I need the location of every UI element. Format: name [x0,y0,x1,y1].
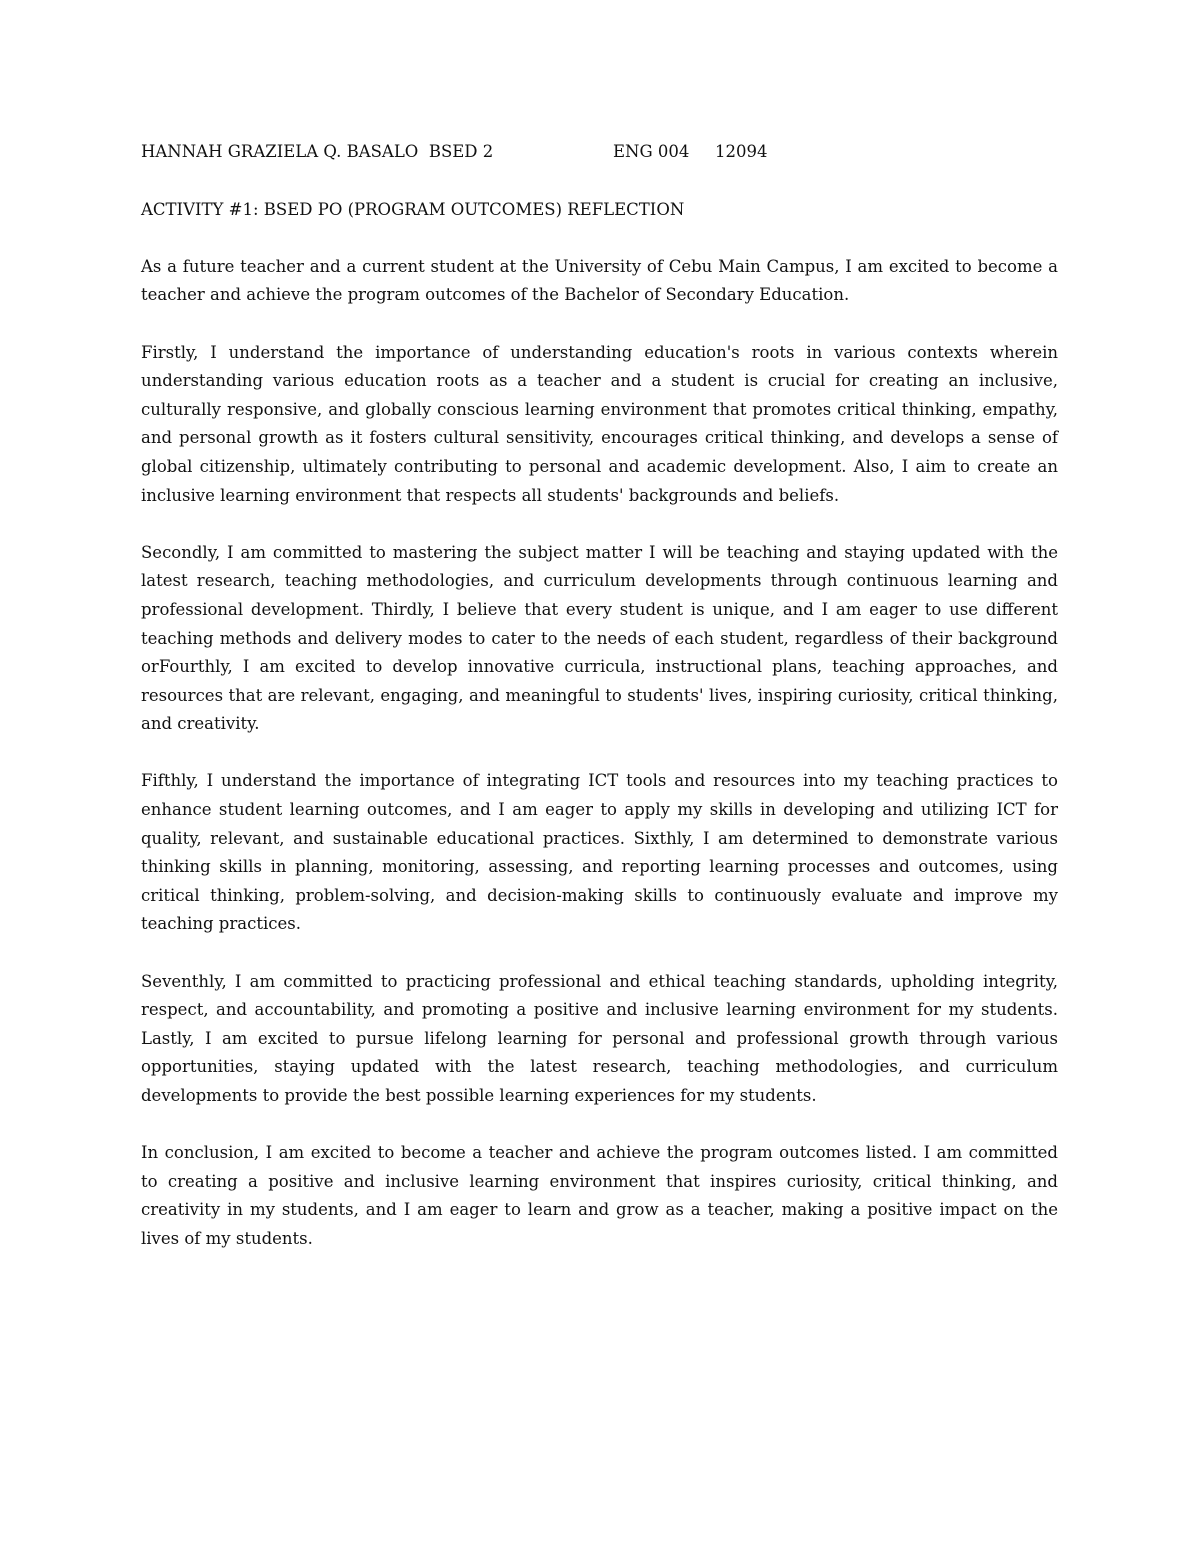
paragraph-fifthly: Fifthly, I understand the importance of integrating ICT tools and resources into my teaching practices to enhance student learning outcomes, and I am eager to apply my skills in developing and utilizing ICT for quality, relevant, and sustainable educational practices. Sixthly, I am determined to demonstrate various thinking skills in planning, monitoring, assessing, and reporting learning processes and outcomes, using critical thinking, problem-solving, and decision-making skills to continuously evaluate and improve my teaching practices. [141,771,1058,934]
student-name-program: HANNAH GRAZIELA Q. BASALO BSED 2 [141,142,494,161]
document-body [141,138,1058,1254]
paragraph-intro: As a future teacher and a current student at the University of Cebu Main Campus, I am excited to become a teacher and achieve the program outcomes of the Bachelor of Secondary Education. [141,256,1058,305]
paragraph-secondly: Secondly, I am committed to mastering the subject matter I will be teaching and staying updated with the latest research, teaching methodologies, and curriculum developments through continuous learning and professional development. Thirdly, I believe that every student is unique, and I am eager to use different teaching methods and delivery modes to cater to the needs of each student, regardless of their background orFourthly, I am excited to develop innovative curricula, instructional plans, teaching approaches, and resources that are relevant, engaging, and meaningful to students' lives, inspiring curiosity, critical thinking, and creativity. [141,542,1058,734]
paragraph-conclusion: In conclusion, I am excited to become a teacher and achieve the program outcomes listed. I am committed to creating a positive and inclusive learning environment that inspires curiosity, critical thinking, and creativity in my students, and I am eager to learn and grow as a teacher, making a positive impact on the lives of my students. [141,1143,1058,1248]
activity-title: ACTIVITY #1: BSED PO (PROGRAM OUTCOMES) REFLECTION [141,199,685,219]
paragraph-firstly: Firstly, I understand the importance of understanding education's roots in various contexts wherein understanding various education roots as a teacher and a student is crucial for creating an inclusive, culturally responsive, and globally conscious learning environment that promotes critical thinking, empathy, and personal growth as it fosters cultural sensitivity, encourages critical thinking, and develops a sense of global citizenship, ultimately contributing to personal and academic development. Also, I aim to create an inclusive learning environment that respects all students' backgrounds and beliefs. [141,342,1058,505]
class-code: 12094 [715,142,768,161]
course-code: ENG 004 [613,142,690,161]
document-header [141,138,1058,167]
paragraph-seventhly: Seventhly, I am committed to practicing professional and ethical teaching standards, upholding integrity, respect, and accountability, and promoting a positive and inclusive learning environment for my students. Lastly, I am excited to pursue lifelong learning for personal and professional growth through various opportunities, staying updated with the latest research, teaching methodologies, and curriculum developments to provide the best possible learning experiences for my students. [141,971,1058,1105]
